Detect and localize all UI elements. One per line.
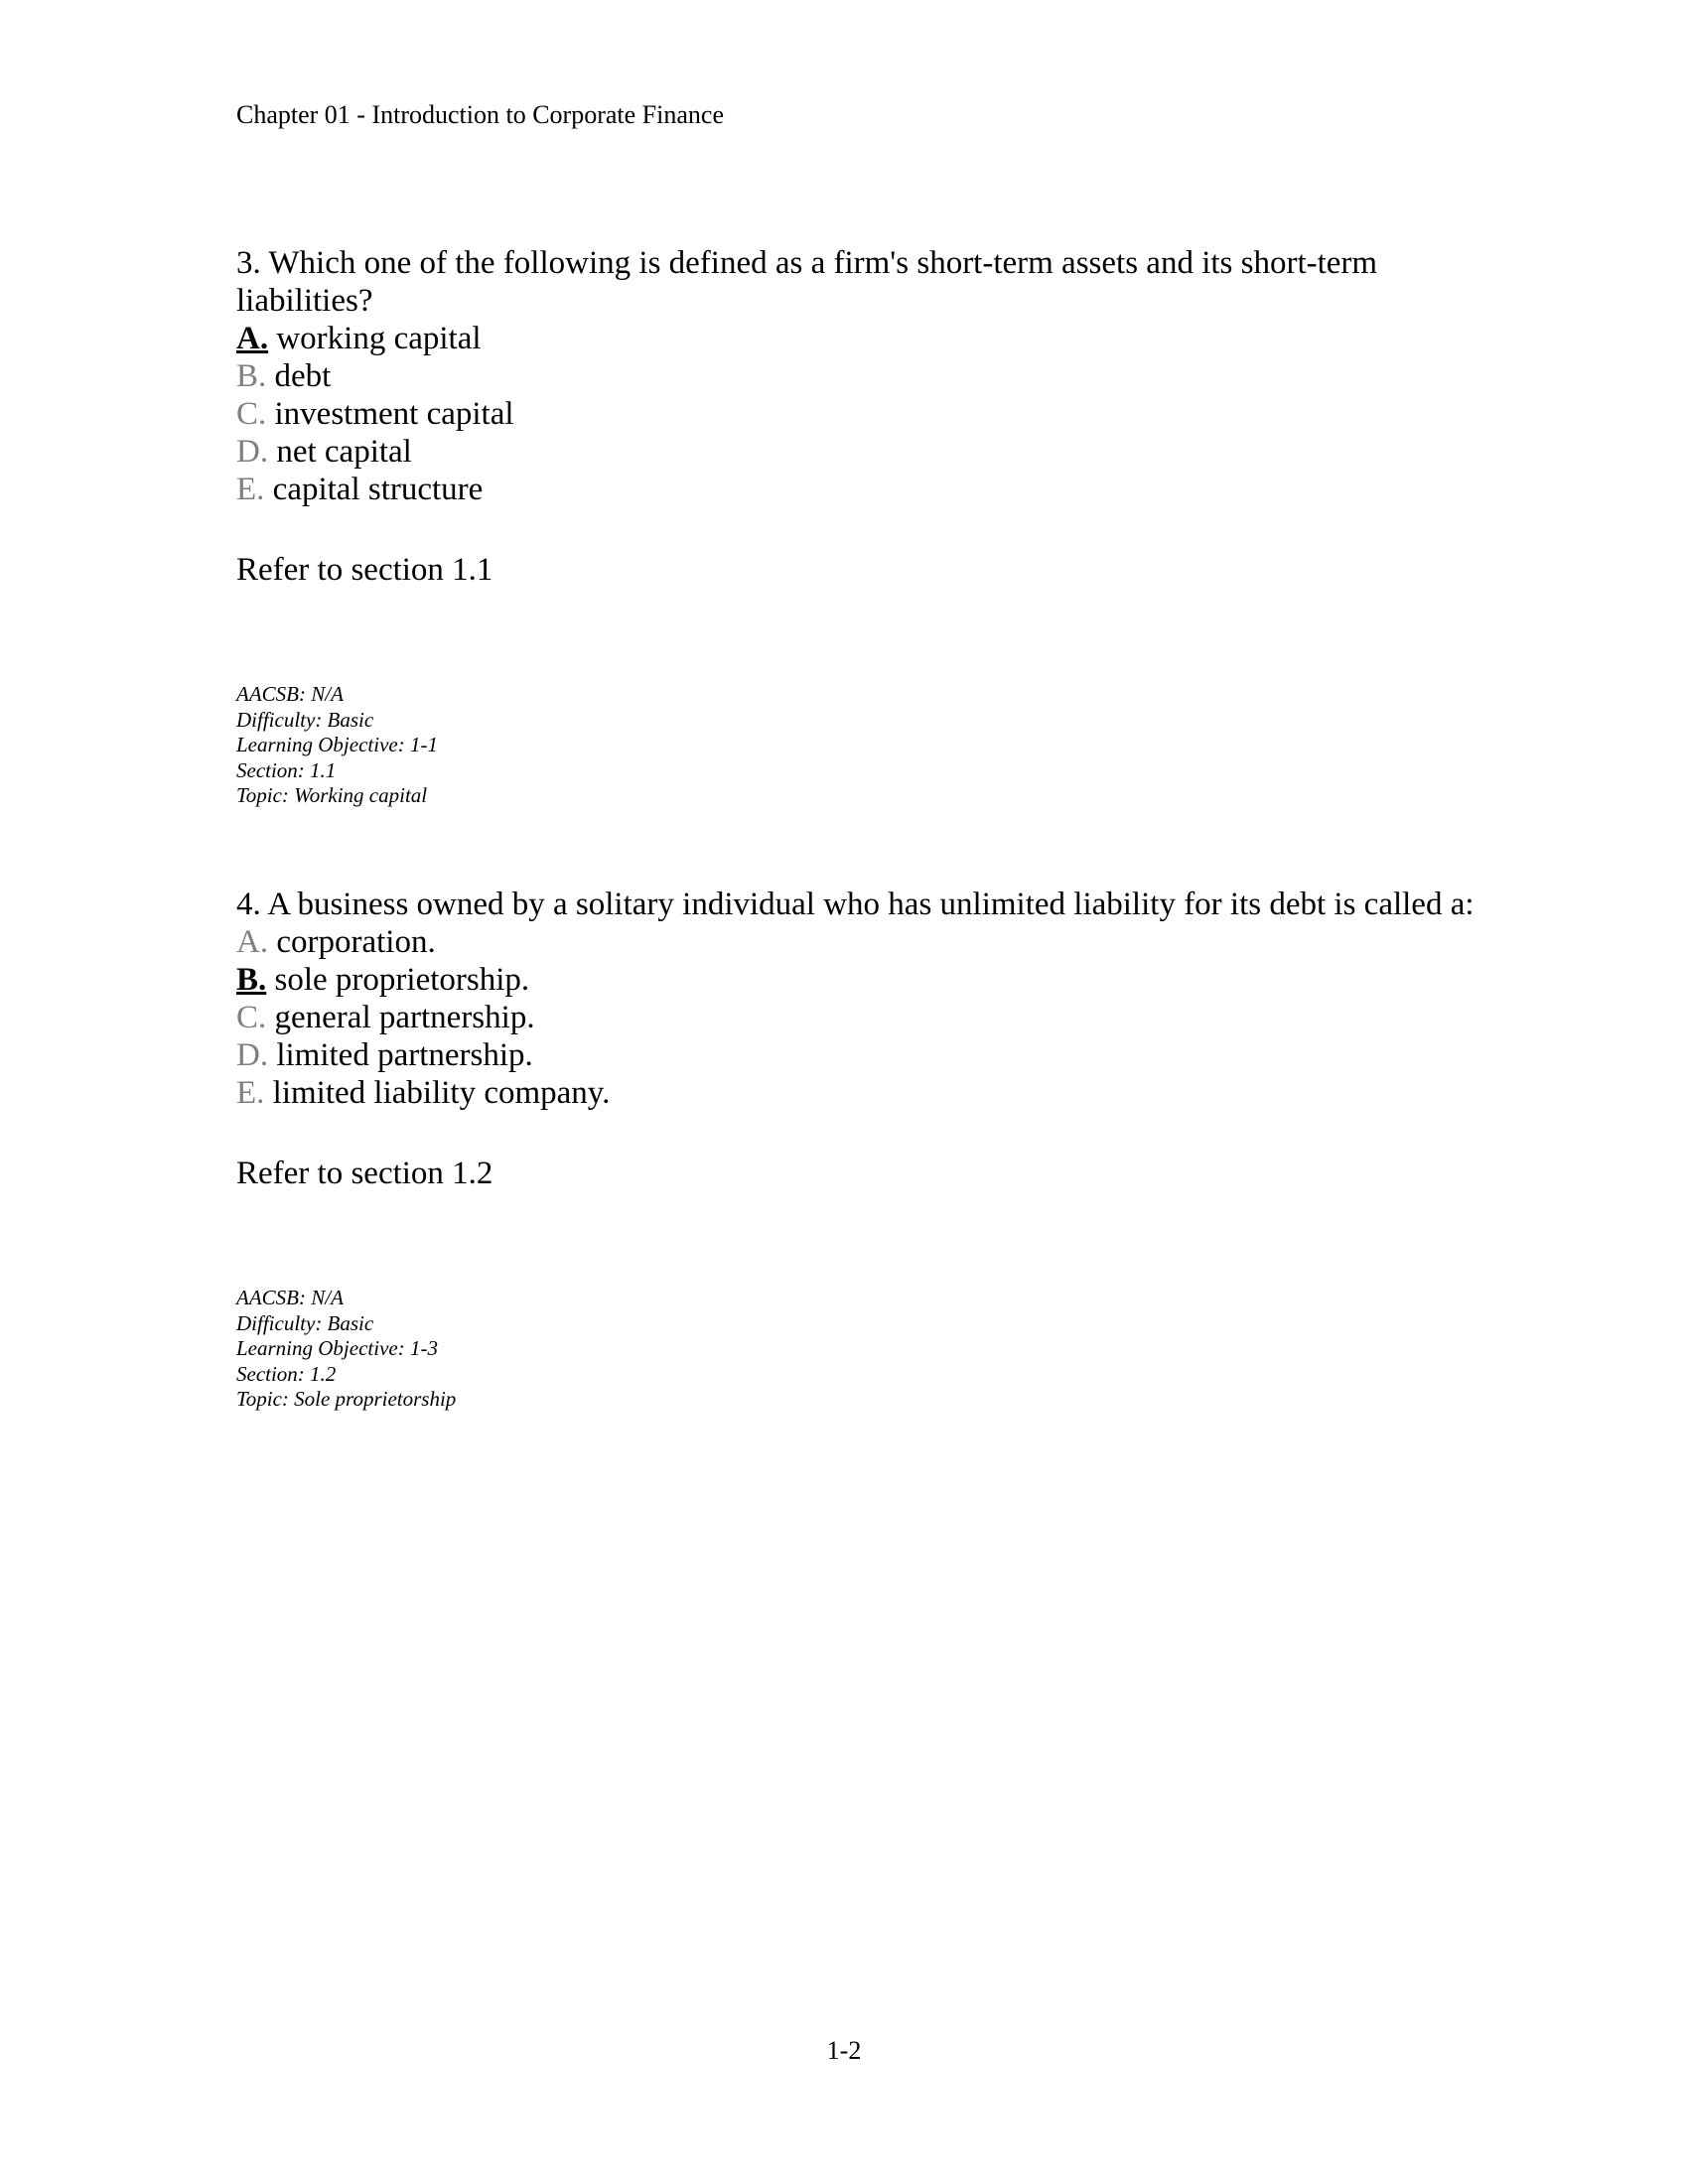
meta-difficulty: Difficulty: Basic xyxy=(236,707,374,732)
meta-topic: Topic: Sole proprietorship xyxy=(236,1387,457,1411)
choice-text: limited partnership. xyxy=(276,1037,533,1073)
choice-letter: D. xyxy=(236,434,269,470)
choice-text: net capital xyxy=(276,434,412,470)
choice-a xyxy=(236,320,1477,357)
section-reference: Refer to section 1.1 xyxy=(236,552,493,588)
meta-aacsb: AACSB: N/A xyxy=(236,682,344,706)
meta-section: Section: 1.2 xyxy=(236,1361,337,1386)
meta-difficulty: Difficulty: Basic xyxy=(236,1310,374,1335)
choice-d xyxy=(236,433,1477,471)
answer-choices xyxy=(236,923,1477,1112)
choice-letter: B. xyxy=(236,962,267,998)
choice-c xyxy=(236,395,1477,433)
meta-learning-objective: Learning Objective: 1-3 xyxy=(236,1336,438,1360)
page-number: 1-2 xyxy=(826,2036,862,2065)
choice-letter: D. xyxy=(236,1037,269,1073)
choice-letter: C. xyxy=(236,1000,267,1035)
choice-b xyxy=(236,357,1477,395)
answer-choices xyxy=(236,320,1477,508)
meta-section: Section: 1.1 xyxy=(236,757,337,782)
question-4 xyxy=(236,886,1477,1413)
choice-d xyxy=(236,1036,1477,1074)
choice-letter: E. xyxy=(236,1075,265,1111)
choice-e xyxy=(236,1074,1477,1112)
choice-text: debt xyxy=(274,358,332,394)
choice-text: general partnership. xyxy=(274,1000,535,1035)
choice-text: working capital xyxy=(276,321,482,356)
choice-a xyxy=(236,923,1477,961)
page-header: Chapter 01 - Introduction to Corporate Finance xyxy=(236,100,724,129)
choice-b xyxy=(236,961,1477,999)
choice-text: corporation. xyxy=(276,924,436,960)
question-text: Which one of the following is defined as a firm's short-term assets and its short-term liabilities? xyxy=(236,245,1378,319)
question-3 xyxy=(236,244,1477,809)
question-metadata xyxy=(236,1286,1477,1413)
choice-letter: A. xyxy=(236,924,269,960)
meta-aacsb: AACSB: N/A xyxy=(236,1286,344,1309)
choice-letter: B. xyxy=(236,358,267,394)
choice-e xyxy=(236,471,1477,508)
choice-text: capital structure xyxy=(272,472,484,507)
question-stem xyxy=(236,886,1477,923)
question-number: 4. xyxy=(236,887,261,922)
choice-letter: E. xyxy=(236,472,265,507)
choice-text: limited liability company. xyxy=(272,1075,611,1111)
question-number: 3. xyxy=(236,245,261,281)
choice-c xyxy=(236,999,1477,1036)
choice-letter: C. xyxy=(236,396,267,432)
meta-learning-objective: Learning Objective: 1-1 xyxy=(236,733,438,756)
choice-text: sole proprietorship. xyxy=(274,962,530,998)
question-metadata xyxy=(236,682,1477,809)
section-reference: Refer to section 1.2 xyxy=(236,1156,493,1191)
meta-topic: Topic: Working capital xyxy=(236,783,428,807)
question-text: A business owned by a solitary individual who has unlimited liability for its debt is called a: xyxy=(267,887,1475,922)
choice-letter: A. xyxy=(236,321,269,356)
question-stem xyxy=(236,244,1477,320)
choice-text: investment capital xyxy=(274,396,514,432)
